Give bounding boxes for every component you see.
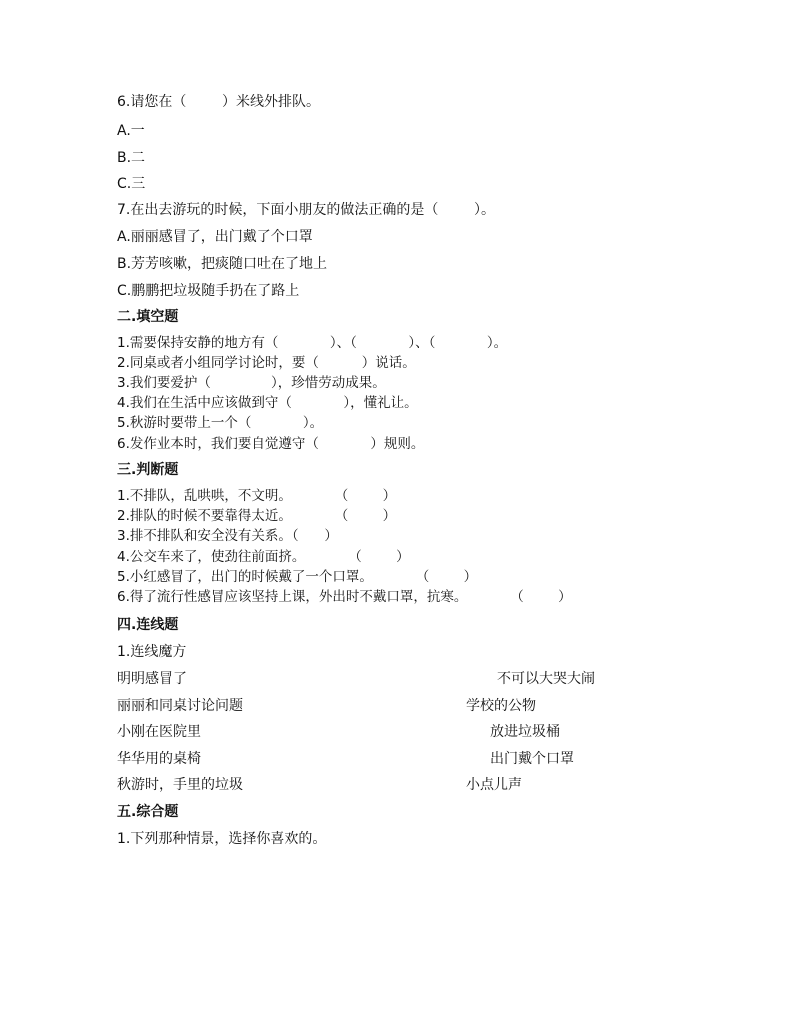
judge-item-2: 2.排队的时候不要靠得太近。 （ ） xyxy=(117,508,397,524)
fill-item-5: 5.秋游时要带上一个（ ）。 xyxy=(117,415,324,431)
judge-item-4: 4.公交车来了，使劲往前面挤。 （ ） xyxy=(117,549,410,565)
section-4-heading: 四.连线题 xyxy=(117,617,179,633)
composite-question: 1.下列那种情景，选择你喜欢的。 xyxy=(117,831,327,847)
match-left-3: 小刚在医院里 xyxy=(117,724,201,740)
match-right-3: 放进垃圾桶 xyxy=(490,724,560,740)
question-7-stem: 7.在出去游玩的时候，下面小朋友的做法正确的是（ ）。 xyxy=(117,202,495,218)
match-right-4: 出门戴个口罩 xyxy=(490,751,574,767)
question-6-option-a: A.一 xyxy=(117,123,145,139)
matching-question: 1.连线魔方 xyxy=(117,644,187,660)
fill-item-2: 2.同桌或者小组同学讨论时，要（ ）说话。 xyxy=(117,355,416,371)
judge-item-1: 1.不排队，乱哄哄，不文明。 （ ） xyxy=(117,488,397,504)
section-2-heading: 二.填空题 xyxy=(117,309,179,325)
match-left-4: 华华用的桌椅 xyxy=(117,751,201,767)
question-6-option-c: C.三 xyxy=(117,176,146,192)
match-left-1: 明明感冒了 xyxy=(117,671,187,687)
question-6-option-b: B.二 xyxy=(117,150,146,166)
judge-item-3: 3.排不排队和安全没有关系。（ ） xyxy=(117,528,338,544)
match-right-5: 小点儿声 xyxy=(466,777,522,793)
match-right-2: 学校的公物 xyxy=(466,698,536,714)
question-7-option-a: A.丽丽感冒了，出门戴了个口罩 xyxy=(117,229,313,245)
fill-item-4: 4.我们在生活中应该做到守（ ），懂礼让。 xyxy=(117,395,418,411)
question-6-stem: 6.请您在（ ）米线外排队。 xyxy=(117,94,320,110)
match-left-5: 秋游时，手里的垃圾 xyxy=(117,777,243,793)
question-7-option-c: C.鹏鹏把垃圾随手扔在了路上 xyxy=(117,283,300,299)
fill-item-3: 3.我们要爱护（ ），珍惜劳动成果。 xyxy=(117,375,386,391)
section-3-heading: 三.判断题 xyxy=(117,462,179,478)
section-5-heading: 五.综合题 xyxy=(117,804,179,820)
judge-item-6: 6.得了流行性感冒应该坚持上课，外出时不戴口罩，抗寒。 （ ） xyxy=(117,589,572,605)
fill-item-6: 6.发作业本时，我们要自觉遵守（ ）规则。 xyxy=(117,436,425,452)
match-left-2: 丽丽和同桌讨论问题 xyxy=(117,698,243,714)
fill-item-1: 1.需要保持安静的地方有（ ）、（ ）、（ ）。 xyxy=(117,335,508,351)
question-7-option-b: B.芳芳咳嗽，把痰随口吐在了地上 xyxy=(117,256,328,272)
judge-item-5: 5.小红感冒了，出门的时候戴了一个口罩。 （ ） xyxy=(117,569,478,585)
match-right-1: 不可以大哭大闹 xyxy=(497,671,595,687)
